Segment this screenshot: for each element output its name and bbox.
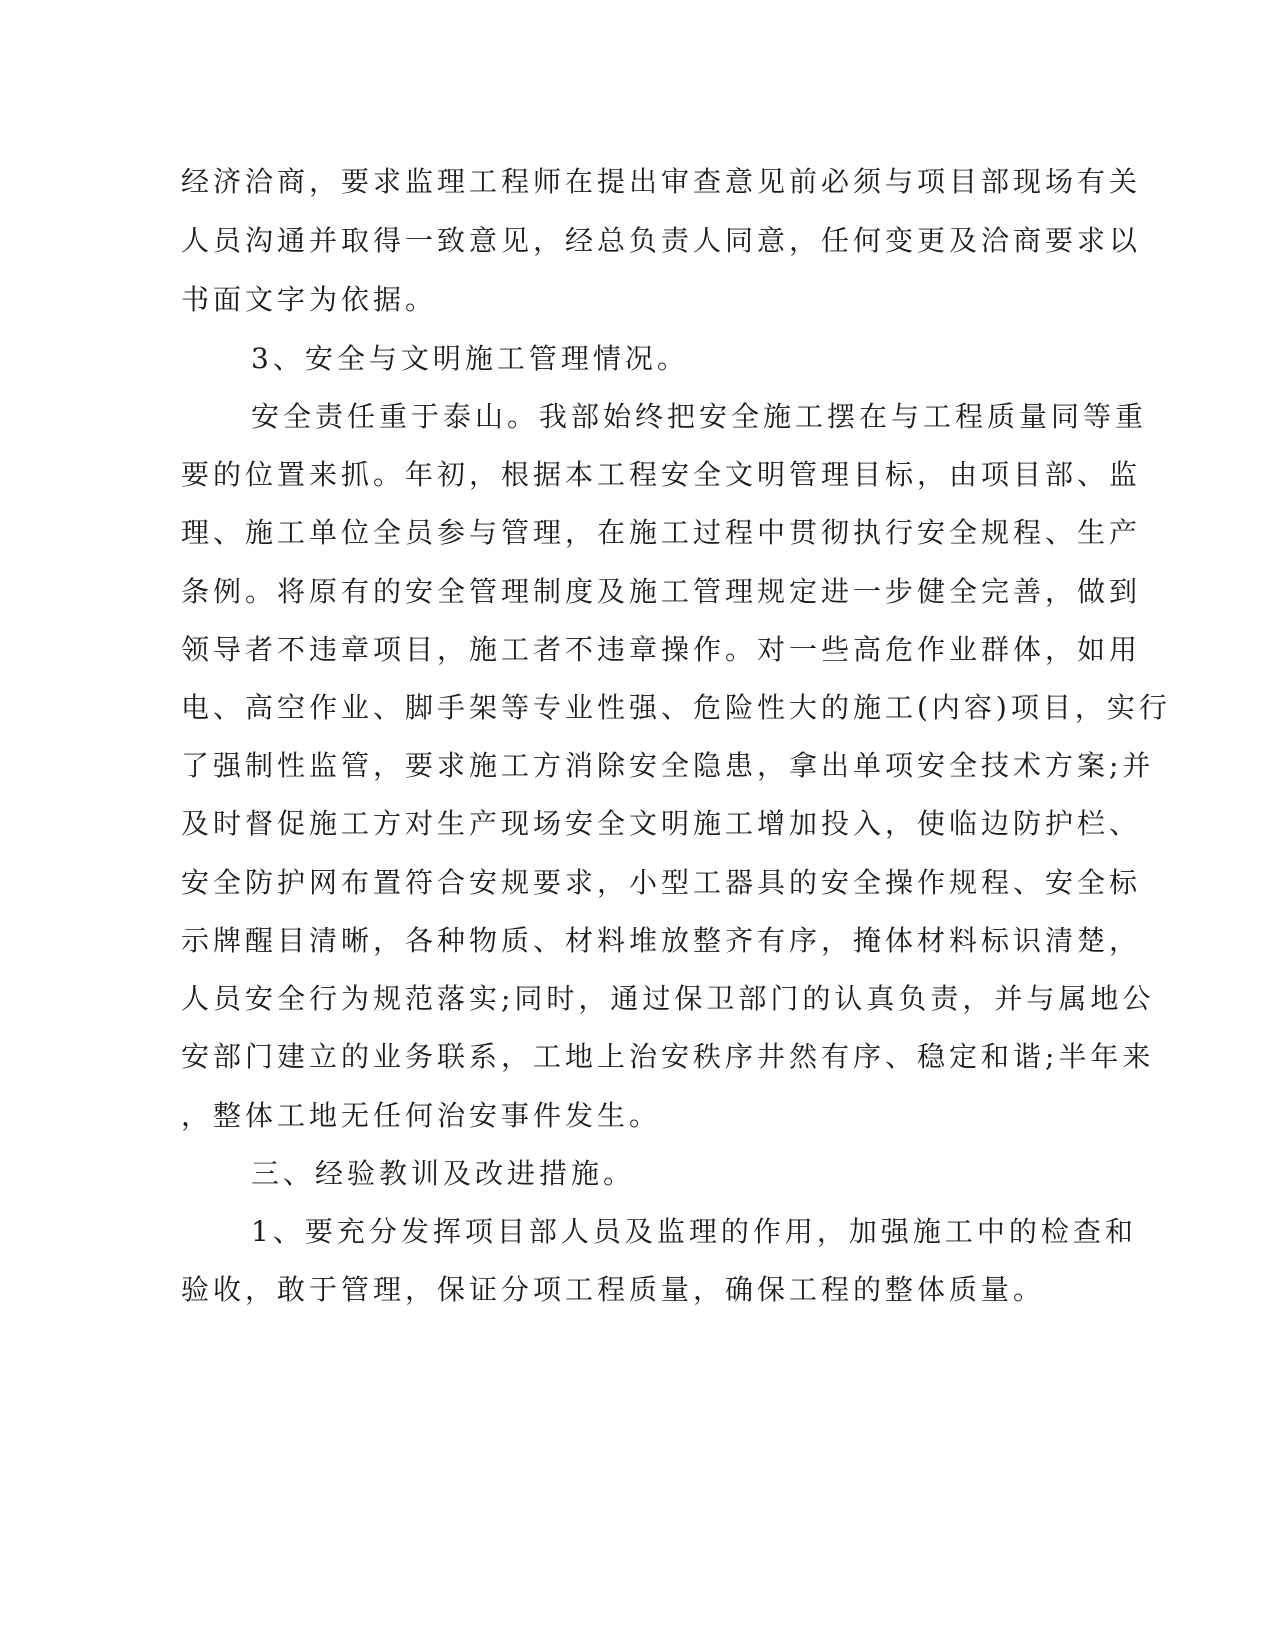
text-line: 理、施工单位全员参与管理，在施工过程中贯彻执行安全规程、生产	[181, 516, 1142, 549]
text-line: 要的位置来抓。年初，根据本工程安全文明管理目标，由项目部、监	[181, 458, 1142, 491]
text-line: 电、高空作业、脚手架等专业性强、危险性大的施工(内容)项目，实行	[181, 691, 1171, 724]
text-line: 及时督促施工方对生产现场安全文明施工增加投入，使临边防护栏、	[181, 807, 1142, 840]
text-line: 验收，敢于管理，保证分项工程质量，确保工程的整体质量。	[181, 1273, 1046, 1306]
text-line: 示牌醒目清晰，各种物质、材料堆放整齐有序，掩体材料标识清楚，	[181, 924, 1142, 957]
section-heading: 三、经验教训及改进措施。	[251, 1157, 636, 1190]
text-line: ，整体工地无任何治安事件发生。	[181, 1099, 662, 1132]
text-line: 人员安全行为规范落实;同时，通过保卫部门的认真负责，并与属地公	[181, 982, 1155, 1015]
section-heading: 3、安全与文明施工管理情况。	[251, 342, 689, 375]
text-line: 安全责任重于泰山。我部始终把安全施工摆在与工程质量同等重	[251, 400, 1148, 433]
text-line: 了强制性监管，要求施工方消除安全隐患，拿出单项安全技术方案;并	[181, 749, 1155, 782]
text-line: 书面文字为依据。	[181, 283, 438, 316]
text-line: 领导者不违章项目，施工者不违章操作。对一些高危作业群体，如用	[181, 633, 1142, 666]
text-line: 人员沟通并取得一致意见，经总负责人同意，任何变更及洽商要求以	[181, 224, 1142, 257]
text-line: 安部门建立的业务联系，工地上治安秩序井然有序、稳定和谐;半年来	[181, 1040, 1155, 1073]
text-line: 经济洽商，要求监理工程师在提出审查意见前必须与项目部现场有关	[181, 165, 1142, 198]
text-line: 安全防护网布置符合安规要求，小型工器具的安全操作规程、安全标	[181, 866, 1142, 899]
text-line: 条例。将原有的安全管理制度及施工管理规定进一步健全完善，做到	[181, 575, 1142, 608]
text-line: 1、要充分发挥项目部人员及监理的作用，加强施工中的检查和	[251, 1215, 1137, 1248]
